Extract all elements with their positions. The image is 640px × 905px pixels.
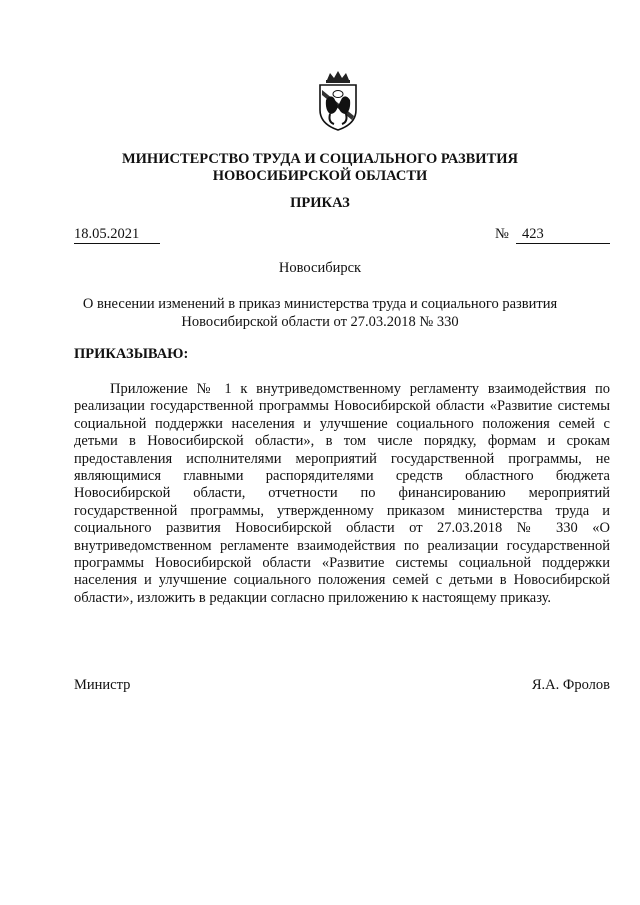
- city-name: Новосибирск: [278, 260, 362, 276]
- order-date: 18.05.2021: [74, 226, 160, 244]
- ministry-name: [60, 151, 580, 185]
- coat-of-arms-icon: [316, 70, 360, 132]
- order-subject: [60, 296, 580, 331]
- order-number: 423: [516, 226, 610, 244]
- ministry-name-line2: НОВОСИБИРСКОЙ ОБЛАСТИ: [212, 168, 428, 184]
- ministry-name-line1: МИНИСТЕРСТВО ТРУДА И СОЦИАЛЬНОГО РАЗВИТИЯ: [121, 151, 519, 167]
- order-title: ПРИКАЗ: [290, 195, 350, 211]
- order-directive: ПРИКАЗЫВАЮ:: [74, 346, 189, 362]
- order-subject-line2: Новосибирской области от 27.03.2018 № 330: [181, 313, 459, 330]
- order-subject-line1: О внесении изменений в приказ министерства труда и социального развития: [82, 296, 558, 312]
- signer-name: Я.А. Фролов: [531, 677, 610, 693]
- signer-position: Министр: [74, 677, 131, 693]
- number-sign: №: [495, 226, 509, 242]
- order-body-paragraph: Приложение № 1 к внутриведомственному регламенту взаимодействия по реализации государственной программы Новосибирской области «Развитие системы социальной поддержки населения и улучшение социального положения семей с детьми в Новосибирской области», в том числе порядку, формам и срокам предоставления исполнителями мероприятий государственной программы, не являющимися главными распорядителями средств областного бюджета Новосибирской области, отчетности по финансированию мероприятий государственной программы, утвержденному приказом министерства труда и социального развития Новосибирской области от 27.03.2018 № 330 «О внутриведомственном регламенте взаимодействия по реализации государственной программы Новосибирской области «Развитие системы социальной поддержки населения и улучшение социального положения семей с детьми в Новосибирской области», изложить в редакции согласно приложению к настоящему приказу.: [74, 381, 610, 606]
